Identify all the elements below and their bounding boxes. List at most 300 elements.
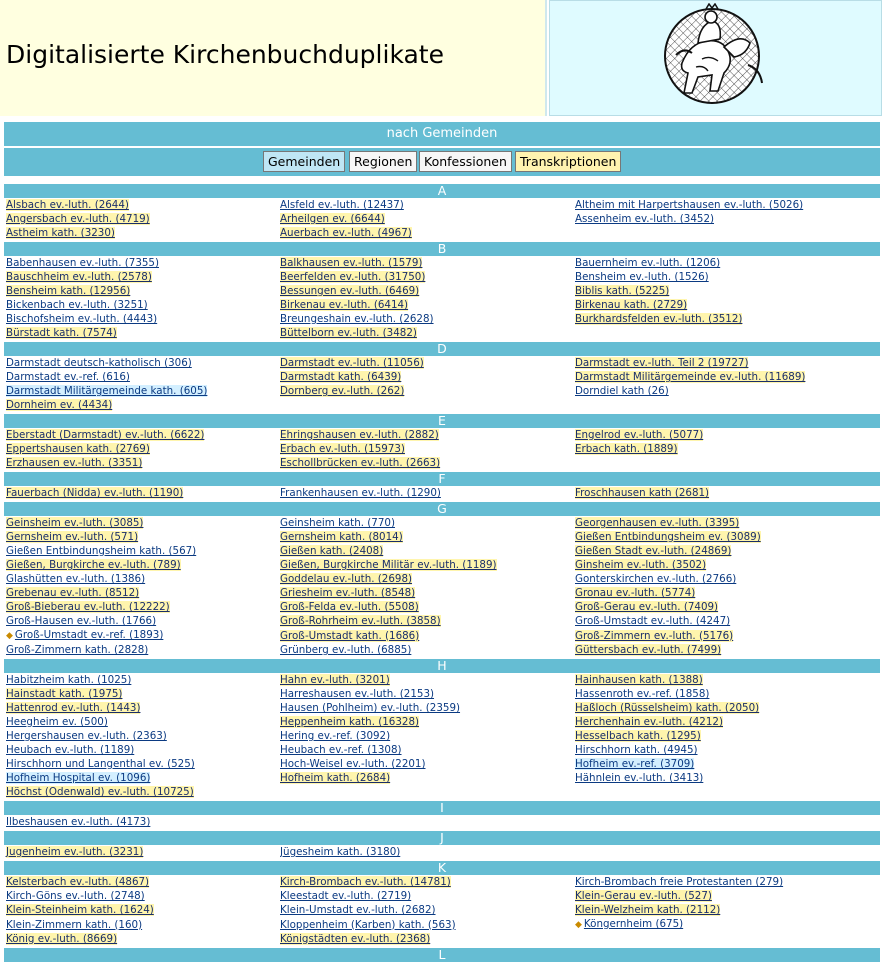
parish-cell [575, 687, 880, 701]
parish-cell [575, 428, 880, 442]
parish-link[interactable]: Breungeshain ev.-luth. (2628) [280, 313, 434, 325]
parish-link[interactable]: Gronau ev.-luth. (5774) [575, 587, 696, 599]
parish-link[interactable]: Grebenau ev.-luth. (8512) [6, 587, 140, 599]
parish-cell [280, 530, 575, 544]
parish-link[interactable]: Gießen, Burgkirche Militär ev.-luth. (1189) [280, 559, 497, 571]
parish-link[interactable]: Frankenhausen ev.-luth. (1290) [280, 487, 441, 499]
parish-cell [575, 889, 880, 903]
parish-link[interactable]: Darmstadt ev.-luth. Teil 2 (19727) [575, 357, 749, 369]
parish-row [4, 729, 880, 743]
parish-cell [4, 398, 280, 413]
parish-cell [575, 530, 880, 544]
parish-link[interactable]: Groß-Gerau ev.-luth. (7409) [575, 601, 719, 613]
parish-link[interactable]: Balkhausen ev.-luth. (1579) [280, 257, 423, 269]
parish-cell [575, 544, 880, 558]
parish-link[interactable]: Darmstadt Militärgemeinde kath. (605) [6, 385, 208, 397]
parish-link[interactable]: Königstädten ev.-luth. (2368) [280, 933, 431, 945]
parish-link[interactable]: Erzhausen ev.-luth. (3351) [6, 457, 143, 469]
parish-link[interactable]: Darmstadt kath. (6439) [280, 371, 402, 383]
parish-cell [575, 743, 880, 757]
parish-link[interactable]: Hainstadt kath. (1975) [6, 688, 123, 700]
parish-link[interactable]: Groß-Bieberau ev.-luth. (12222) [6, 601, 170, 613]
parish-cell [4, 643, 280, 658]
parish-cell [575, 845, 880, 860]
parish-cell [280, 785, 575, 800]
parish-link[interactable]: Bickenbach ev.-luth. (3251) [6, 299, 148, 311]
parish-cell [4, 673, 280, 687]
parish-link[interactable]: Kirch-Göns ev.-luth. (2748) [6, 890, 145, 902]
parish-link[interactable]: Hofheim Hospital ev. (1096) [6, 772, 151, 784]
parish-link[interactable]: Beerfelden ev.-luth. (31750) [280, 271, 426, 283]
parish-link[interactable]: Groß-Felda ev.-luth. (5508) [280, 601, 419, 613]
parish-cell [575, 212, 880, 226]
parish-cell [280, 456, 575, 471]
parish-cell [4, 628, 280, 643]
parish-link[interactable]: Assenheim ev.-luth. (3452) [575, 213, 715, 225]
parish-cell [280, 356, 575, 370]
parish-link[interactable]: Kelsterbach ev.-luth. (4867) [6, 876, 150, 888]
parish-link[interactable]: Eschollbrücken ev.-luth. (2663) [280, 457, 441, 469]
parish-link[interactable]: Dornheim ev. (4434) [6, 399, 113, 411]
parish-list-table [4, 182, 880, 962]
parish-cell [280, 729, 575, 743]
parish-link[interactable]: Bürstadt kath. (7574) [6, 327, 117, 339]
parish-link[interactable]: Klein-Welzheim kath. (2112) [575, 904, 721, 916]
tab-gemeinden[interactable] [263, 151, 345, 172]
parish-link[interactable]: Geinsheim ev.-luth. (3085) [6, 517, 144, 529]
tab-transkriptionen-label: Transkriptionen [520, 154, 617, 169]
letter-header-b [4, 241, 880, 256]
letter-heading: H [4, 658, 880, 673]
parish-link[interactable]: Kloppenheim (Karben) kath. (563) [280, 918, 456, 931]
parish-cell [575, 757, 880, 771]
parish-cell [280, 687, 575, 701]
header-logo-cell [549, 0, 882, 116]
parish-link[interactable]: Hähnlein ev.-luth. (3413) [575, 772, 704, 784]
parish-link[interactable]: Heubach ev.-ref. (1308) [280, 744, 402, 756]
parish-row [4, 312, 880, 326]
parish-cell [575, 815, 880, 830]
parish-cell [280, 743, 575, 757]
parish-link[interactable]: Darmstadt ev.-luth. (11056) [280, 357, 424, 369]
parish-link[interactable]: Hering ev.-ref. (3092) [280, 730, 391, 742]
letter-header-h [4, 658, 880, 673]
parish-cell [4, 370, 280, 384]
parish-row [4, 356, 880, 370]
parish-link[interactable]: Hergershausen ev.-luth. (2363) [6, 730, 167, 742]
parish-cell [575, 771, 880, 785]
parish-cell [4, 558, 280, 572]
parish-link[interactable]: Groß-Zimmern ev.-luth. (5176) [575, 629, 734, 642]
parish-row [4, 270, 880, 284]
parish-link[interactable]: König ev.-luth. (8669) [6, 933, 118, 945]
parish-row [4, 701, 880, 715]
parish-row [4, 298, 880, 312]
parish-cell [575, 572, 880, 586]
parish-cell [575, 356, 880, 370]
parish-link[interactable]: Klein-Umstadt ev.-luth. (2682) [280, 904, 436, 916]
parish-cell [575, 903, 880, 917]
parish-link[interactable]: Alsbach ev.-luth. (2644) [6, 199, 129, 211]
parish-cell [575, 558, 880, 572]
parish-row [4, 442, 880, 456]
parish-link[interactable]: Groß-Zimmern kath. (2828) [6, 644, 149, 656]
parish-row [4, 687, 880, 701]
parish-cell [4, 298, 280, 312]
parish-link[interactable]: Groß-Hausen ev.-luth. (1766) [6, 615, 157, 627]
parish-row [4, 544, 880, 558]
parish-cell [575, 715, 880, 729]
parish-cell [280, 932, 575, 947]
parish-link[interactable]: Hahn ev.-luth. (3201) [280, 674, 390, 686]
parish-link[interactable]: Gießen Entbindungsheim kath. (567) [6, 545, 197, 557]
parish-cell [280, 875, 575, 889]
parish-link[interactable]: Biblis kath. (5225) [575, 285, 670, 297]
parish-link[interactable]: Georgenhausen ev.-luth. (3395) [575, 517, 740, 529]
parish-cell [4, 771, 280, 785]
parish-cell [575, 932, 880, 947]
parish-cell [280, 516, 575, 530]
parish-cell [4, 270, 280, 284]
parish-row [4, 212, 880, 226]
parish-link[interactable]: Höchst (Odenwald) ev.-luth. (10725) [6, 786, 194, 798]
parish-cell [4, 701, 280, 715]
parish-cell [280, 889, 575, 903]
parish-cell [4, 198, 280, 212]
parish-link[interactable]: Bauernheim ev.-luth. (1206) [575, 257, 721, 269]
parish-link[interactable]: Froschhausen kath (2681) [575, 487, 710, 499]
letter-heading: J [4, 830, 880, 845]
parish-cell [4, 715, 280, 729]
parish-cell [4, 932, 280, 947]
parish-cell [4, 312, 280, 326]
parish-link[interactable]: Alsfeld ev.-luth. (12437) [280, 199, 404, 211]
parish-link[interactable]: Arheilgen ev. (6644) [280, 213, 385, 225]
diamond-marker-icon: ◆ [575, 920, 582, 930]
list-subtitle-bar: nach Gemeinden [4, 122, 880, 146]
tab-regionen-label: Regionen [354, 154, 413, 169]
parish-link[interactable]: Babenhausen ev.-luth. (7355) [6, 257, 159, 269]
parish-row [4, 643, 880, 658]
parish-cell [280, 284, 575, 298]
tab-gemeinden-label: Gemeinden [268, 154, 341, 169]
parish-link[interactable]: Erbach ev.-luth. (15973) [280, 443, 405, 455]
letter-header-k [4, 860, 880, 875]
parish-link[interactable]: Ilbeshausen ev.-luth. (4173) [6, 816, 151, 828]
parish-link[interactable]: Hattenrod ev.-luth. (1443) [6, 702, 141, 714]
parish-link[interactable]: Gernsheim ev.-luth. (571) [6, 531, 139, 543]
parish-cell [280, 614, 575, 628]
letter-heading: F [4, 471, 880, 486]
parish-cell [4, 845, 280, 860]
parish-link[interactable]: Hirschhorn und Langenthal ev. (525) [6, 758, 195, 770]
letter-header-j [4, 830, 880, 845]
parish-link[interactable]: Habitzheim kath. (1025) [6, 674, 132, 686]
parish-cell [280, 398, 575, 413]
parish-cell [280, 226, 575, 241]
parish-link[interactable]: Ginsheim ev.-luth. (3502) [575, 559, 707, 571]
letter-header-d [4, 341, 880, 356]
tab-konfessionen-label: Konfessionen [424, 154, 507, 169]
parish-link[interactable]: Bensheim ev.-luth. (1526) [575, 271, 709, 283]
parish-link[interactable]: Jugenheim ev.-luth. (3231) [6, 846, 144, 858]
parish-cell [575, 516, 880, 530]
parish-link[interactable]: Auerbach ev.-luth. (4967) [280, 227, 412, 239]
page-title: Digitalisierte Kirchenbuchduplikate [6, 40, 444, 69]
parish-cell [575, 456, 880, 471]
parish-row [4, 628, 880, 643]
parish-cell [280, 815, 575, 830]
parish-link[interactable]: Hainhausen kath. (1388) [575, 674, 703, 686]
parish-cell [4, 530, 280, 544]
parish-link[interactable]: Eberstadt (Darmstadt) ev.-luth. (6622) [6, 429, 205, 441]
parish-cell [280, 673, 575, 687]
parish-link[interactable]: Birkenau kath. (2729) [575, 299, 688, 311]
header-title-cell [0, 0, 547, 116]
parish-link[interactable]: Geinsheim kath. (770) [280, 517, 395, 529]
tab-transkriptionen[interactable] [515, 151, 621, 172]
letter-heading: B [4, 241, 880, 256]
parish-cell [575, 614, 880, 628]
parish-row [4, 757, 880, 771]
parish-row [4, 771, 880, 785]
parish-cell [575, 586, 880, 600]
parish-cell [280, 442, 575, 456]
parish-link[interactable]: Gießen Entbindungsheim ev. (3089) [575, 531, 761, 543]
parish-link[interactable]: Harreshausen ev.-luth. (2153) [280, 688, 435, 700]
parish-row [4, 743, 880, 757]
parish-cell [575, 370, 880, 384]
parish-cell [4, 428, 280, 442]
parish-link[interactable]: Bauschheim ev.-luth. (2578) [6, 271, 152, 283]
letter-header-g [4, 501, 880, 516]
parish-cell [575, 312, 880, 326]
parish-link[interactable]: Hesselbach kath. (1295) [575, 730, 701, 742]
parish-link[interactable]: Darmstadt ev.-ref. (616) [6, 371, 130, 383]
parish-cell [280, 572, 575, 586]
parish-link[interactable]: Bensheim kath. (12956) [6, 285, 131, 297]
parish-cell [280, 558, 575, 572]
parish-cell [575, 785, 880, 800]
parish-cell [4, 875, 280, 889]
parish-link[interactable]: Hofheim ev.-ref. (3709) [575, 758, 695, 770]
parish-link[interactable]: Gießen, Burgkirche ev.-luth. (789) [6, 559, 181, 571]
parish-cell [4, 226, 280, 241]
parish-cell [575, 226, 880, 241]
letter-heading: D [4, 341, 880, 356]
parish-link[interactable]: Ehringshausen ev.-luth. (2882) [280, 429, 439, 441]
parish-cell [280, 370, 575, 384]
parish-link[interactable]: Kleestadt ev.-luth. (2719) [280, 890, 412, 902]
parish-cell [4, 284, 280, 298]
parish-link[interactable]: Hirschhorn kath. (4945) [575, 744, 698, 756]
parish-link[interactable]: Groß-Umstadt ev.-ref. (1893) [14, 629, 164, 641]
parish-row [4, 226, 880, 241]
parish-row [4, 785, 880, 800]
parish-cell [4, 442, 280, 456]
parish-cell [575, 917, 880, 932]
parish-cell [280, 903, 575, 917]
parish-cell [280, 715, 575, 729]
parish-link[interactable]: Klein-Zimmern kath. (160) [6, 918, 143, 931]
parish-cell [280, 628, 575, 643]
parish-row [4, 673, 880, 687]
parish-cell [4, 785, 280, 800]
parish-link[interactable]: Astheim kath. (3230) [6, 227, 115, 239]
parish-link[interactable]: Erbach kath. (1889) [575, 443, 678, 455]
parish-cell [575, 256, 880, 270]
parish-cell [280, 298, 575, 312]
parish-row [4, 456, 880, 471]
tab-regionen[interactable] [349, 151, 417, 172]
parish-cell [280, 270, 575, 284]
letter-heading: I [4, 800, 880, 815]
parish-link[interactable]: Heubach ev.-luth. (1189) [6, 744, 135, 756]
parish-link[interactable]: Bischofsheim ev.-luth. (4443) [6, 313, 158, 325]
parish-link[interactable]: Altheim mit Harpertshausen ev.-luth. (5026) [575, 199, 804, 211]
parish-link[interactable]: Bessungen ev.-luth. (6469) [280, 285, 420, 297]
parish-cell [575, 270, 880, 284]
parish-link[interactable]: Heegheim ev. (500) [6, 716, 108, 728]
parish-row [4, 198, 880, 212]
parish-link[interactable]: Hausen (Pohlheim) ev.-luth. (2359) [280, 702, 461, 714]
parish-cell [575, 284, 880, 298]
letter-header-i [4, 800, 880, 815]
parish-link[interactable]: Engelrod ev.-luth. (5077) [575, 429, 704, 441]
parish-link[interactable]: Dornberg ev.-luth. (262) [280, 385, 405, 397]
parish-link[interactable]: Eppertshausen kath. (2769) [6, 443, 150, 455]
parish-link[interactable]: Güttersbach ev.-luth. (7499) [575, 644, 722, 656]
letter-heading: L [4, 947, 880, 962]
parish-link[interactable]: Birkenau ev.-luth. (6414) [280, 299, 409, 311]
parish-link[interactable]: Burkhardsfelden ev.-luth. (3512) [575, 313, 743, 325]
parish-cell [4, 516, 280, 530]
parish-link[interactable]: Angersbach ev.-luth. (4719) [6, 213, 150, 225]
parish-link[interactable]: Groß-Umstadt ev.-luth. (4247) [575, 615, 731, 627]
parish-link[interactable]: Klein-Steinheim kath. (1624) [6, 904, 154, 916]
parish-link[interactable]: Hoch-Weisel ev.-luth. (2201) [280, 758, 426, 770]
parish-cell [575, 298, 880, 312]
parish-link[interactable]: Glashütten ev.-luth. (1386) [6, 573, 146, 585]
parish-cell [4, 815, 280, 830]
letter-header-f [4, 471, 880, 486]
letter-header-l [4, 947, 880, 962]
parish-link[interactable]: Herchenhain ev.-luth. (4212) [575, 716, 723, 728]
parish-cell [280, 256, 575, 270]
parish-link[interactable]: Heppenheim kath. (16328) [280, 716, 420, 728]
parish-link[interactable]: Klein-Gerau ev.-luth. (527) [575, 890, 712, 902]
parish-cell [280, 845, 575, 860]
parish-cell [280, 757, 575, 771]
parish-cell [575, 398, 880, 413]
parish-cell [4, 212, 280, 226]
parish-link[interactable]: Jügesheim kath. (3180) [280, 846, 401, 858]
parish-cell [4, 356, 280, 370]
parish-cell [280, 198, 575, 212]
parish-row [4, 586, 880, 600]
parish-row [4, 384, 880, 398]
parish-link[interactable]: Gernsheim kath. (8014) [280, 531, 403, 543]
parish-link[interactable]: Gießen kath. (2408) [280, 545, 384, 557]
parish-row [4, 572, 880, 586]
parish-cell [575, 326, 880, 341]
parish-row [4, 516, 880, 530]
parish-link[interactable]: Gonterskirchen ev.-luth. (2766) [575, 573, 737, 585]
parish-cell [280, 600, 575, 614]
diamond-marker-icon: ◆ [6, 631, 13, 641]
parish-link[interactable]: Hassenroth ev.-ref. (1858) [575, 688, 710, 700]
parish-row [4, 428, 880, 442]
parish-row [4, 889, 880, 903]
letter-heading: K [4, 860, 880, 875]
parish-link[interactable]: Kirch-Brombach ev.-luth. (14781) [280, 876, 451, 888]
parish-link[interactable]: Darmstadt deutsch-katholisch (306) [6, 357, 192, 369]
parish-row [4, 558, 880, 572]
parish-row [4, 903, 880, 917]
parish-cell [280, 771, 575, 785]
parish-cell [4, 614, 280, 628]
parish-cell [575, 701, 880, 715]
parish-link[interactable]: Groß-Umstadt kath. (1686) [280, 629, 420, 642]
parish-cell [575, 600, 880, 614]
parish-cell [4, 743, 280, 757]
parish-row [4, 530, 880, 544]
parish-row [4, 398, 880, 413]
parish-cell [4, 456, 280, 471]
parish-link[interactable]: Büttelborn ev.-luth. (3482) [280, 327, 417, 339]
navigation-bar [4, 148, 880, 176]
parish-cell [280, 701, 575, 715]
letter-heading: E [4, 413, 880, 428]
parish-row [4, 875, 880, 889]
parish-link[interactable]: Hofheim kath. (2684) [280, 772, 391, 784]
parish-link[interactable]: Köngernheim (675) [583, 918, 684, 930]
parish-link[interactable]: Gießen Stadt ev.-luth. (24869) [575, 545, 732, 557]
parish-cell [280, 212, 575, 226]
parish-cell [280, 326, 575, 341]
parish-cell [280, 917, 575, 932]
parish-cell [280, 544, 575, 558]
parish-cell [4, 384, 280, 398]
parish-link[interactable]: Darmstadt Militärgemeinde ev.-luth. (11689) [575, 371, 806, 383]
parish-cell [4, 586, 280, 600]
parish-link[interactable]: Dorndiel kath (26) [575, 385, 669, 397]
parish-cell [4, 600, 280, 614]
parish-link[interactable]: Goddelau ev.-luth. (2698) [280, 573, 413, 585]
parish-link[interactable]: Haßloch (Rüsselsheim) kath. (2050) [575, 702, 760, 714]
parish-cell [280, 312, 575, 326]
parish-cell [280, 384, 575, 398]
parish-link[interactable]: Groß-Rohrheim ev.-luth. (3858) [280, 615, 441, 627]
letter-header-e [4, 413, 880, 428]
parish-cell [575, 384, 880, 398]
parish-link[interactable]: Kirch-Brombach freie Protestanten (279) [575, 876, 784, 888]
parish-link[interactable]: Fauerbach (Nidda) ev.-luth. (1190) [6, 487, 184, 499]
page-header [0, 0, 886, 118]
tab-konfessionen[interactable] [419, 151, 512, 172]
parish-cell [280, 643, 575, 658]
parish-cell [575, 486, 880, 501]
parish-row [4, 370, 880, 384]
parish-row [4, 326, 880, 341]
parish-row [4, 917, 880, 932]
parish-link[interactable]: Grünberg ev.-luth. (6885) [280, 644, 412, 656]
parish-link[interactable]: Griesheim ev.-luth. (8548) [280, 587, 416, 599]
parish-cell [4, 903, 280, 917]
parish-cell [575, 875, 880, 889]
parish-row [4, 715, 880, 729]
parish-cell [4, 917, 280, 932]
